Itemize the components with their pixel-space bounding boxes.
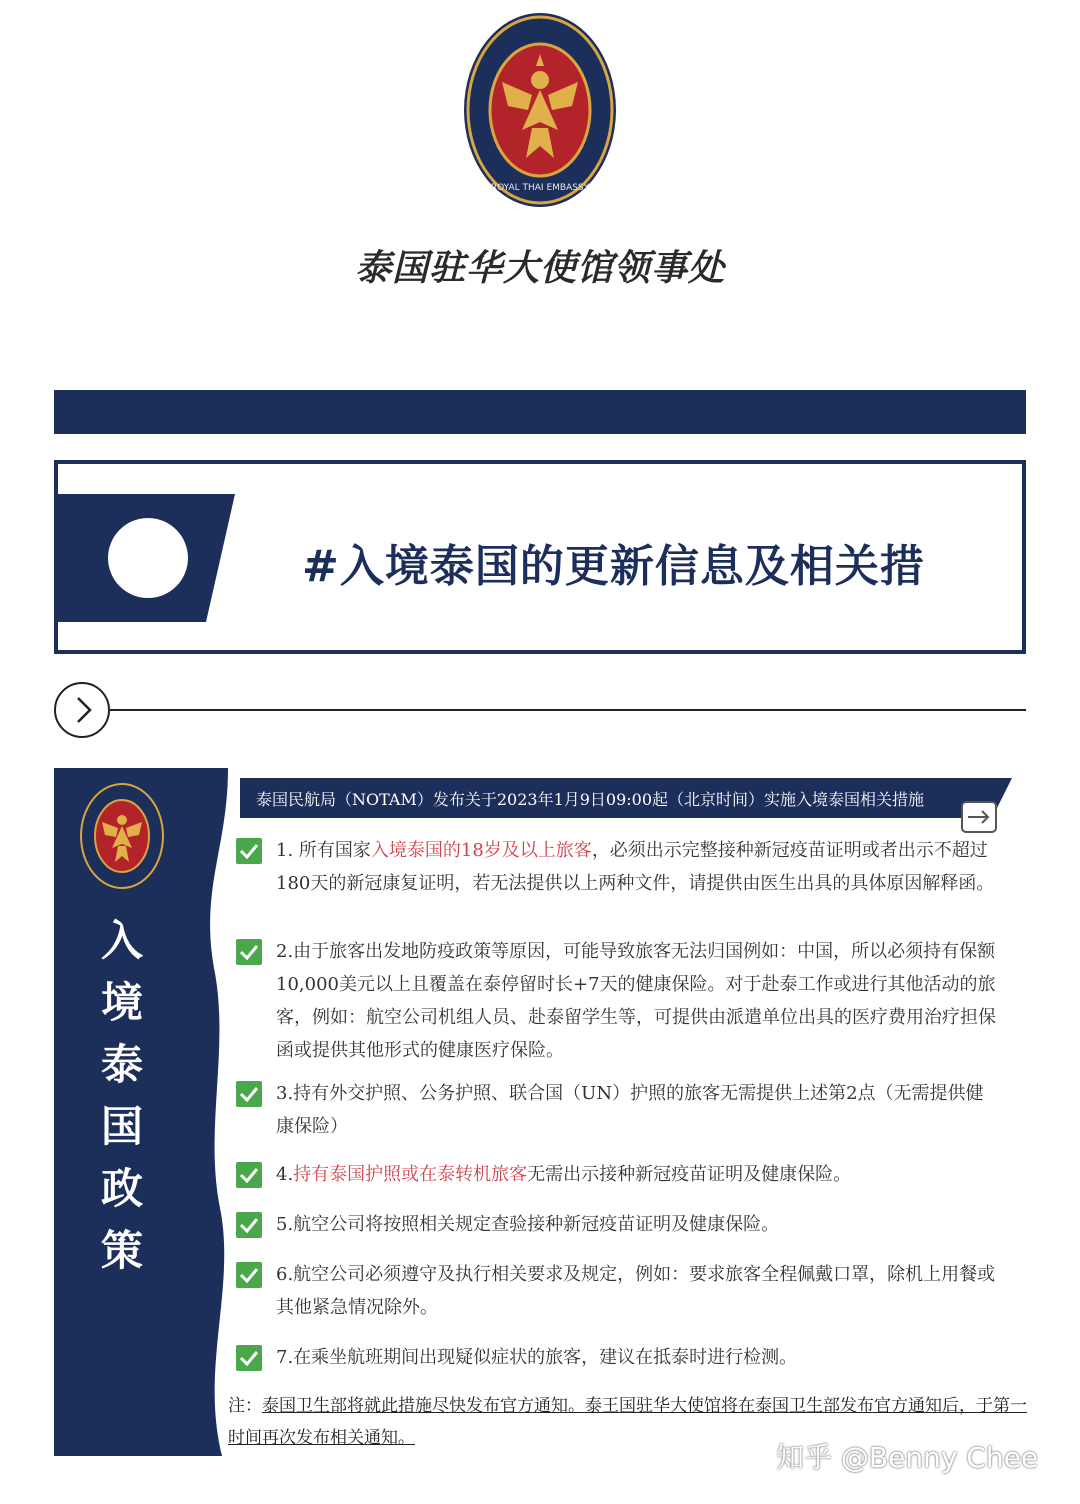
divider-line: [110, 709, 1026, 711]
side-char: 入: [100, 916, 143, 965]
embassy-seal-icon: [462, 10, 618, 210]
checkmark-icon: [236, 1262, 262, 1288]
seal-lettering: ROYAL THAI EMBASSY: [490, 183, 590, 193]
item-text: 无需出示接种新冠疫苗证明及健康保险。: [527, 1164, 852, 1185]
item-text: 2.由于旅客出发地防疫政策等原因，可能导致旅客无法归国例如：中国，所以必须持有保额10,000美元以上且覆盖在泰停留时长+7天的健康保险。对于赴泰工作或进行其他活动的旅客，例如：航空公司机组人员、赴泰留学生等，可提供由派遣单位出具的医疗费用治疗担保函或提供其他形式的健康医疗保险。: [276, 941, 996, 1061]
note-text: 泰国卫生部将就此措施尽快发布官方通知。泰王国驻华大使馆将在泰国卫生部发布官方通知后，于第一时间再次发布相关通知。: [228, 1396, 1027, 1448]
watermark: 知乎 @Benny Chee: [776, 1441, 1039, 1474]
checkmark-icon: [236, 939, 262, 965]
exit-icon[interactable]: [958, 798, 1008, 838]
side-char: 泰: [100, 1040, 143, 1089]
side-char: 国: [100, 1102, 143, 1151]
checkmark-icon: [236, 1345, 262, 1371]
item-text: ，必须出示完整接种新冠疫苗证明或者出示不超过180天的新冠康复证明，若无法提供以上两种文件，请提供由医生出具的具体原因解释函。: [276, 840, 995, 894]
item-text: 1. 所有国家: [276, 840, 371, 861]
side-char: 政: [100, 1164, 143, 1213]
item-text: 4.: [276, 1164, 294, 1185]
banner-title: #入境泰国的更新信息及相关措: [302, 541, 925, 592]
checkmark-icon: [236, 1162, 262, 1188]
item-text: 3.持有外交护照、公务护照、联合国（UN）护照的旅客无需提供上述第2点（无需提供健康保险）: [276, 1083, 984, 1137]
title-banner: [54, 460, 1026, 654]
item-text: 5.航空公司将按照相关规定查验接种新冠疫苗证明及健康保险。: [276, 1214, 780, 1235]
side-char: 策: [100, 1226, 143, 1275]
chevron-right-icon: [56, 684, 108, 736]
item-highlight: 持有泰国护照或在泰转机旅客: [293, 1164, 528, 1185]
item-highlight: 入境泰国的18岁及以上旅客: [370, 840, 592, 861]
item-text: 6.航空公司必须遵守及执行相关要求及规定，例如：要求旅客全程佩戴口罩，除机上用餐或其他紧急情况除外。: [276, 1264, 996, 1318]
office-title: 泰国驻华大使馆领事处: [354, 248, 725, 289]
navy-band: [54, 390, 1026, 434]
checkmark-icon: [236, 1081, 262, 1107]
note-label: 注：: [228, 1396, 262, 1416]
side-seal-icon: [80, 782, 164, 890]
side-char: 境: [100, 978, 143, 1027]
checkmark-icon: [236, 1212, 262, 1238]
item-text: 7.在乘坐航班期间出现疑似症状的旅客，建议在抵泰时进行检测。: [276, 1347, 798, 1368]
checkmark-icon: [236, 838, 262, 864]
notam-header-text: 泰国民航局（NOTAM）发布关于2023年1月9日09:00起（北京时间）实施入境泰国相关措施: [256, 790, 925, 809]
next-button[interactable]: [54, 682, 110, 738]
thai-flag-icon: [58, 464, 258, 650]
